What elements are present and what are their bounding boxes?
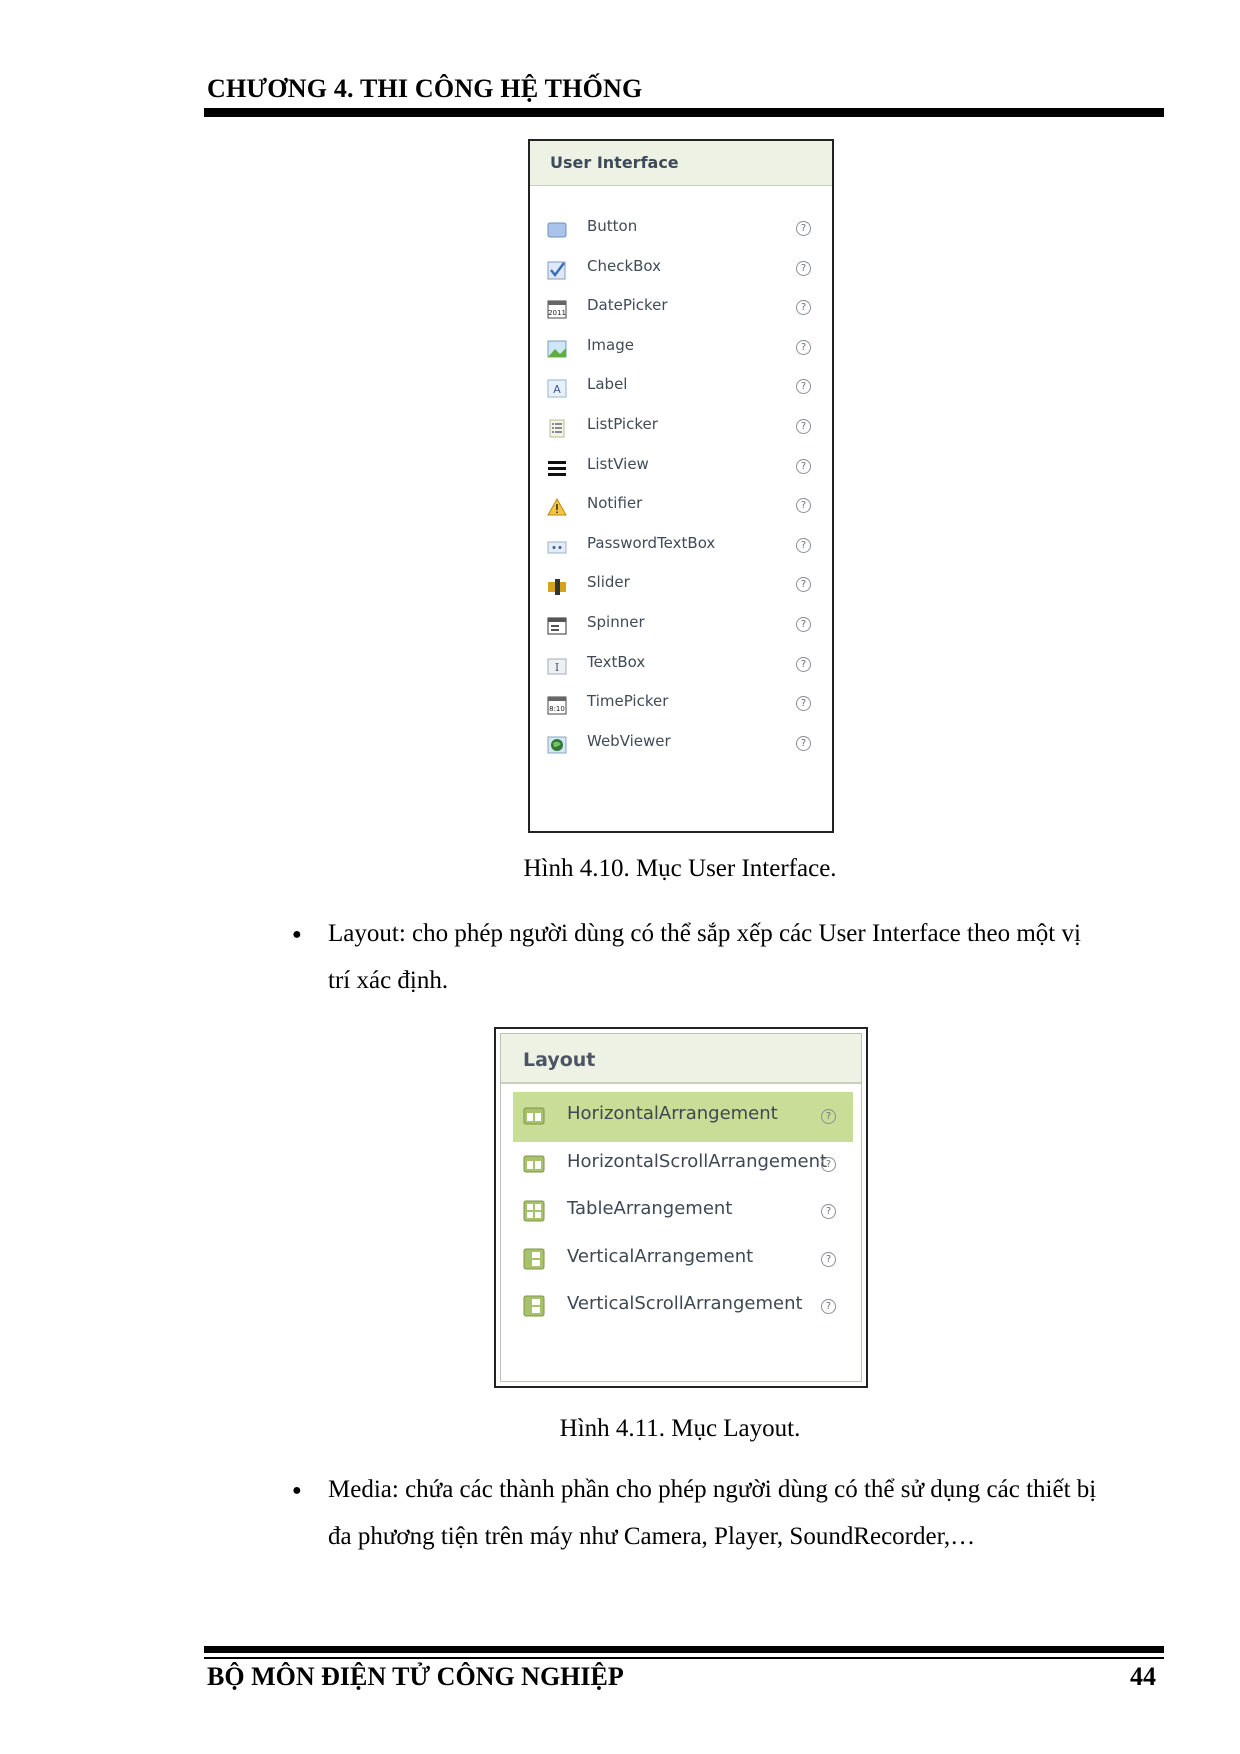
palette-item-label[interactable] bbox=[530, 365, 832, 409]
help-icon[interactable]: ? bbox=[796, 498, 811, 513]
palette-item-label: WebViewer bbox=[587, 731, 671, 750]
palette-item-verticalscrollarrangement[interactable] bbox=[513, 1282, 853, 1332]
palette-item-slider[interactable] bbox=[530, 563, 832, 607]
palette-item-label: DatePicker bbox=[587, 296, 668, 315]
palette-item-checkbox[interactable] bbox=[530, 247, 832, 291]
paragraph-line: Media: chứa các thành phần cho phép người dùng có thể sử dụng các thiết bị bbox=[328, 1476, 1097, 1503]
clock-icon bbox=[547, 695, 567, 715]
palette-item-label: ListView bbox=[587, 454, 649, 473]
palette-item-horizontalarrangement[interactable] bbox=[513, 1092, 853, 1142]
help-icon[interactable]: ? bbox=[796, 459, 811, 474]
password-icon bbox=[547, 537, 567, 557]
palette-item-label: HorizontalScrollArrangement bbox=[567, 1150, 828, 1172]
help-icon[interactable]: ? bbox=[796, 419, 811, 434]
layout-palette-title: Layout bbox=[501, 1034, 861, 1084]
footer-rule-thin bbox=[204, 1657, 1164, 1659]
palette-item-label: TableArrangement bbox=[567, 1198, 733, 1219]
palette-item-label: Image bbox=[587, 335, 634, 354]
user-interface-palette bbox=[528, 139, 834, 833]
warning-icon bbox=[547, 497, 567, 517]
palette-item-tablearrangement[interactable] bbox=[513, 1187, 853, 1237]
palette-item-image[interactable] bbox=[530, 326, 832, 370]
calendar-icon bbox=[547, 299, 567, 319]
button-icon bbox=[547, 220, 567, 240]
palette-item-label: CheckBox bbox=[587, 256, 662, 275]
palette-item-label: VerticalScrollArrangement bbox=[567, 1293, 803, 1314]
figure-caption-4-11: Hình 4.11. Mục Layout. bbox=[559, 1415, 801, 1442]
slider-icon bbox=[547, 576, 567, 596]
checkbox-icon bbox=[547, 260, 567, 280]
svg-text:I: I bbox=[554, 660, 560, 674]
palette-item-webviewer[interactable] bbox=[530, 722, 832, 766]
help-icon[interactable]: ? bbox=[796, 300, 811, 315]
palette-item-label: Spinner bbox=[587, 613, 645, 631]
spinner-icon bbox=[547, 616, 567, 636]
bullet-marker: ● bbox=[292, 926, 302, 943]
palette-item-notifier[interactable] bbox=[530, 484, 832, 528]
paragraph-line: đa phương tiện trên máy như Camera, Player, SoundRecorder,… bbox=[328, 1523, 976, 1550]
textbox-icon bbox=[547, 656, 567, 676]
listview-icon bbox=[547, 458, 567, 478]
help-icon[interactable]: ? bbox=[821, 1157, 836, 1172]
palette-item-label: ListPicker bbox=[587, 415, 658, 433]
palette-item-spinner[interactable] bbox=[530, 603, 832, 647]
palette-item-listview[interactable] bbox=[530, 445, 832, 489]
palette-item-passwordtextbox[interactable] bbox=[530, 524, 832, 568]
vertical-arrangement-icon bbox=[523, 1248, 545, 1270]
palette-item-label: Label bbox=[587, 375, 628, 394]
help-icon[interactable]: ? bbox=[796, 379, 811, 394]
bullet-marker: ● bbox=[292, 1482, 302, 1499]
help-icon[interactable]: ? bbox=[796, 617, 811, 632]
palette-item-label: Button bbox=[587, 217, 638, 235]
horizontal-arrangement-icon bbox=[523, 1105, 545, 1127]
svg-text:A: A bbox=[553, 383, 561, 397]
help-icon[interactable]: ? bbox=[821, 1299, 836, 1314]
help-icon[interactable]: ? bbox=[796, 340, 811, 355]
header-rule bbox=[204, 108, 1164, 117]
palette-item-button[interactable] bbox=[530, 207, 832, 251]
svg-text:8:10: 8:10 bbox=[549, 705, 565, 714]
help-icon[interactable]: ? bbox=[796, 736, 811, 751]
palette-item-timepicker[interactable] bbox=[530, 682, 832, 726]
paragraph-line: trí xác định. bbox=[328, 967, 449, 994]
bullet-paragraph-media bbox=[328, 1466, 1168, 1560]
figure-caption-4-10: Hình 4.10. Mục User Interface. bbox=[523, 855, 837, 882]
help-icon[interactable]: ? bbox=[796, 538, 811, 553]
help-icon[interactable]: ? bbox=[821, 1204, 836, 1219]
palette-item-label: TextBox bbox=[587, 652, 646, 671]
help-icon[interactable]: ? bbox=[821, 1252, 836, 1267]
footer-department: BỘ MÔN ĐIỆN TỬ CÔNG NGHIỆP bbox=[207, 1662, 624, 1691]
palette-item-horizontalscrollarrangement[interactable] bbox=[513, 1140, 853, 1190]
horizontal-scroll-icon bbox=[523, 1153, 545, 1175]
palette-item-label: Slider bbox=[587, 573, 630, 592]
palette-item-datepicker[interactable] bbox=[530, 286, 832, 330]
layout-palette bbox=[494, 1027, 868, 1388]
palette-item-label: PasswordTextBox bbox=[587, 533, 716, 552]
help-icon[interactable]: ? bbox=[796, 261, 811, 276]
palette-item-listpicker[interactable] bbox=[530, 405, 832, 449]
palette-item-label: Notifier bbox=[587, 494, 643, 513]
palette-item-textbox[interactable] bbox=[530, 643, 832, 687]
bullet-paragraph-layout bbox=[328, 910, 1168, 1004]
help-icon[interactable]: ? bbox=[821, 1109, 836, 1124]
help-icon[interactable]: ? bbox=[796, 696, 811, 711]
help-icon[interactable]: ? bbox=[796, 657, 811, 672]
palette-item-label: HorizontalArrangement bbox=[567, 1103, 778, 1124]
help-icon[interactable]: ? bbox=[796, 221, 811, 236]
label-icon bbox=[547, 378, 567, 398]
palette-item-label: VerticalArrangement bbox=[567, 1245, 754, 1267]
ui-palette-title: User Interface bbox=[530, 141, 832, 186]
help-icon[interactable]: ? bbox=[796, 577, 811, 592]
svg-text:2011: 2011 bbox=[548, 309, 566, 318]
page-number: 44 bbox=[1130, 1662, 1156, 1691]
table-arrangement-icon bbox=[523, 1200, 545, 1222]
globe-icon bbox=[547, 735, 567, 755]
image-icon bbox=[547, 339, 567, 359]
palette-item-verticalarrangement[interactable] bbox=[513, 1235, 853, 1285]
chapter-title: CHƯƠNG 4. THI CÔNG HỆ THỐNG bbox=[207, 74, 643, 103]
paragraph-line: Layout: cho phép người dùng có thể sắp xếp các User Interface theo một vị bbox=[328, 920, 1081, 947]
palette-item-label: TimePicker bbox=[587, 692, 669, 711]
footer-rule bbox=[204, 1646, 1164, 1653]
vertical-scroll-icon bbox=[523, 1295, 545, 1317]
listpicker-icon bbox=[547, 418, 567, 438]
